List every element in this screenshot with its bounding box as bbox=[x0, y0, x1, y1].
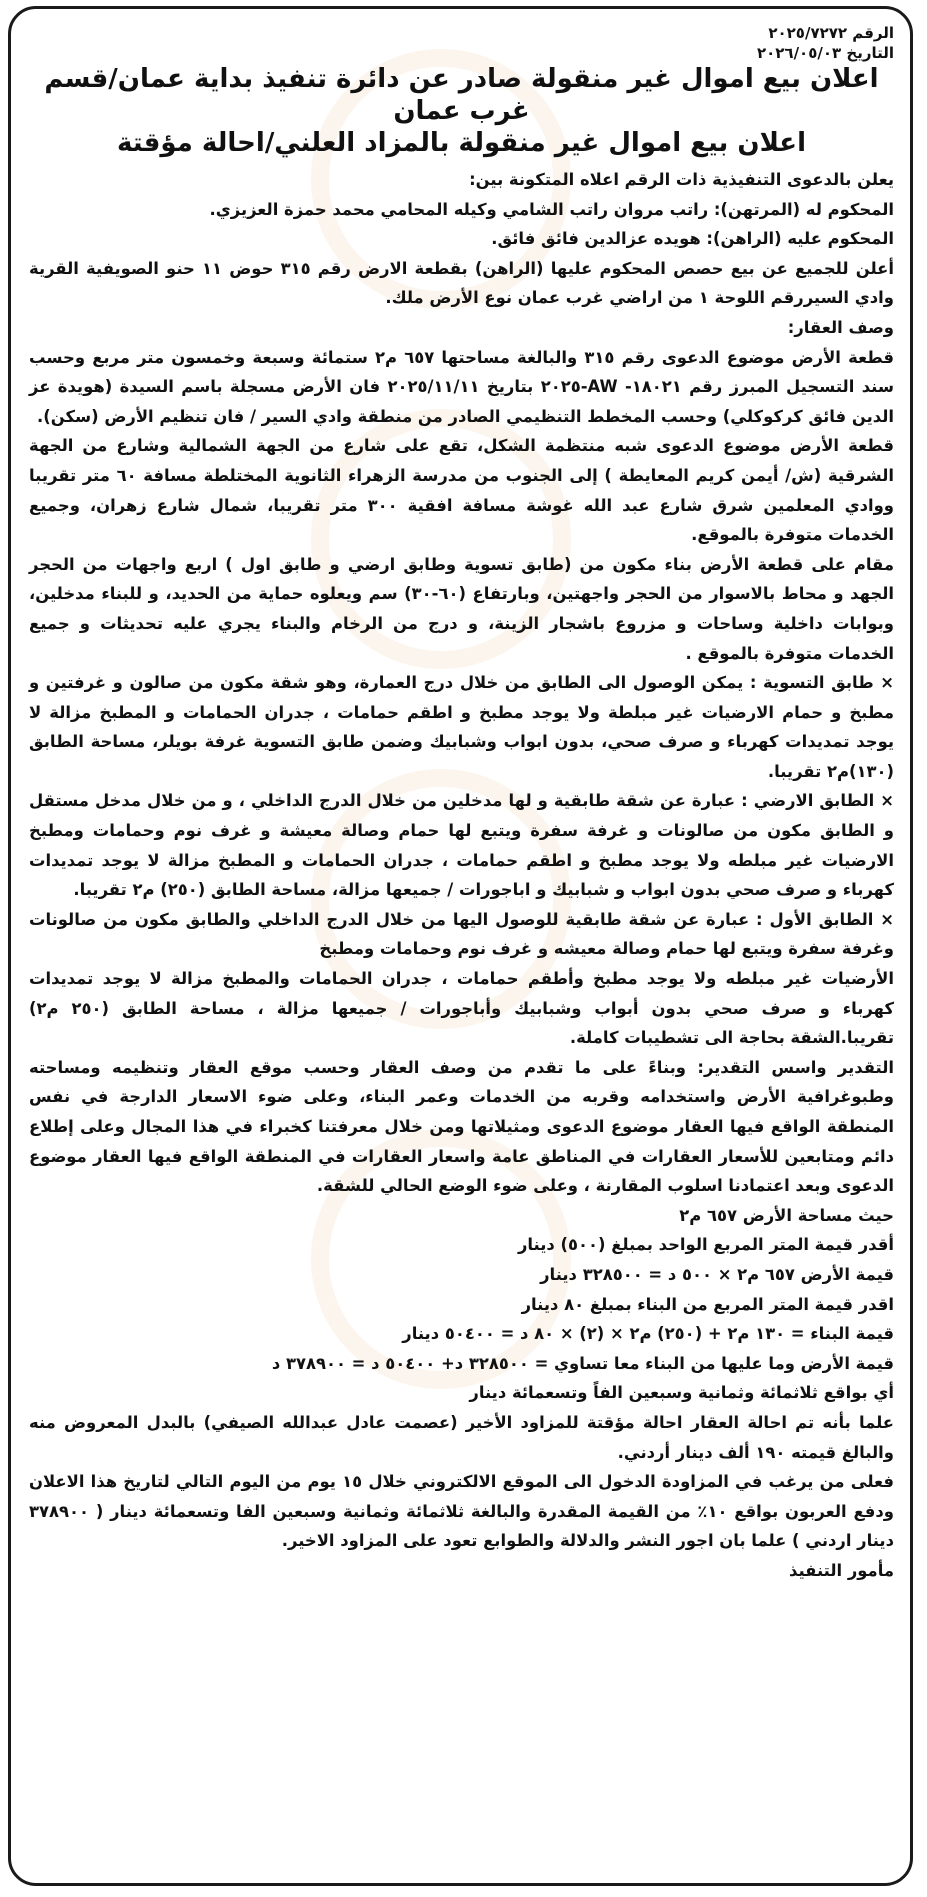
intro-line: يعلن بالدعوى التنفيذية ذات الرقم اعلاه المتكونة بين: bbox=[469, 170, 894, 189]
land-value-line: قيمة الأرض ٦٥٧ م٢ × ٥٠٠ د = ٣٢٨٥٠٠ دينار bbox=[540, 1264, 894, 1284]
reference-number: الرقم ٢٠٢٥/٧٢٧٢ bbox=[768, 24, 894, 42]
provisional-award-paragraph: علما بأنه تم احالة العقار احالة مؤقتة للمزاود الأخير (عصمت عادل عبدالله الصيفي) بالبدل المعروض منه والبالغ قيمته ١٩٠ ألف دينار أردني. bbox=[29, 1412, 894, 1462]
total-value-line: قيمة الأرض وما عليها من البناء معا تساوي = ٣٢٨٥٠٠ د+ ٥٠٤٠٠ د = ٣٧٨٩٠٠ د bbox=[271, 1353, 894, 1373]
bidding-instructions-paragraph: فعلى من يرغب في المزاودة الدخول الى الموقع الالكتروني خلال ١٥ يوم من اليوم التالي لتاريخ هذا الاعلان ودفع العربون بواقع ١٠٪ من القيمة المقدرة والبالغة ثلاثمائة وثمانية وسبعين الفا وتسعمائة دينار ( ٣٧٨٩٠٠ دينار اردني ) علما بان اجور النشر والدلالة والطوابع تعود على المزاود الاخير. bbox=[29, 1472, 894, 1551]
land-area-line: حيث مساحة الأرض ٦٥٧ م٢ bbox=[679, 1205, 894, 1225]
building-meter-price-line: اقدر قيمة المتر المربع من البناء بمبلغ ٨٠ دينار bbox=[521, 1294, 894, 1314]
basement-floor-paragraph: × طابق التسوية : يمكن الوصول الى الطابق من خلال درج العمارة، وهو شقة مكون من صالون و غرفتين و مطبخ و حمام الارضيات غير مبلطة ولا يوجد مطبخ و اطقم حمامات ، جدران الحمامات و المطبخ مزالة لا يوجد تمديدات كهرباء و صرف صحي، بدون ابواب وشبابيك وضمن طابق التسوية غرفة بويلر، مساحة الطابق (١٣٠)م٢ تقريبا. bbox=[29, 673, 894, 781]
land-meter-price-line: أقدر قيمة المتر المربع الواحد بمبلغ (٥٠٠) دينار bbox=[517, 1235, 894, 1255]
land-registration-paragraph: قطعة الأرض موضوع الدعوى رقم ٣١٥ والبالغة مساحتها ٦٥٧ م٢ ستمائة وسبعة وخمسون متر مربع وحسب سند التسجيل المبرز رقم ١٨٠٢١- AW-٢٠٢٥ بتاريخ ٢٠٢٥/١١/١١ فان الأرض مسجلة باسم السيدة (هويدة عز الدين فائق كركوكلي) وحسب المخطط التنظيمي الصادر من منطقة وادي السير / فان تنظيم الأرض (سكن). bbox=[29, 347, 894, 426]
building-description-paragraph: مقام على قطعة الأرض بناء مكون من (طابق تسوية وطابق ارضي و طابق اول ) اربع واجهات من الحجر الجهد و محاط بالاسوار من الحجر واجهتين، وبارتفاع (٦٠-٣٠) سم ويعلوه حماية من الحديد، و للبناء مدخلين، وبوابات داخلية وساحات و مزروع باشجار الزينة، و درج من الرخام والبناء يجري عليه تحديثات و جميع الخدمات متوفرة بالموقع . bbox=[29, 554, 894, 663]
notice-frame bbox=[8, 6, 913, 1886]
land-location-paragraph: قطعة الأرض موضوع الدعوى شبه منتظمة الشكل، تقع على شارع من الجهة الشمالية وشارع من الجهة الشرقية (ش/ أيمن كريم المعايطة ) إلى الجنوب من مدرسة الزهراء الثانوية المختلطة مسافة ٦٠ متر تقريبا ووادي المعلمين شرق شارع عبد الله غوشة مسافة افقية ٣٠٠ متر تقريبا، شمال شارع زهران، وجميع الخدمات متوفرة بالموقع. bbox=[29, 436, 895, 545]
notice-content bbox=[29, 23, 894, 1586]
valuation-basis-paragraph: التقدير واسس التقدير: وبناءً على ما تقدم من وصف العقار وحسب موقع العقار وتنظيمه ومساحته وطبوغرافية الأرض واستخدامه وقربه من الخدمات وعمر البناء، وعلى ضوء الاسعار الدارجة في نفس المنطقة الواقع فيها العقار موضوع الدعوى ومثيلاتها ومن خلال معرفتنا كخبراء في هذا المجال وعلى إطلاع دائم ومتابعين للأسعار العقارات في المناطق عامة واسعار العقارات في المنطقة الواقع فيها العقار موضوع الدعوى وبعد اعتمادنا اسلوب المقارنة ، وعلى ضوء الوضع الحالي للشقة. bbox=[29, 1057, 894, 1196]
first-floor-paragraph: × الطابق الأول : عبارة عن شقة طابقية للوصول اليها من خلال الدرج الداخلي والطابق مكون من صالونات وغرفة سفرة ويتبع لها حمام وصالة معيشه و غرف نوم وحمامات ومطبخ bbox=[29, 909, 894, 959]
property-description-heading: وصف العقار: bbox=[787, 317, 894, 337]
debtor-line: المحكوم عليه (الراهن): هويده عزالدين فائق فائق. bbox=[491, 229, 894, 249]
signature-line: مأمور التنفيذ bbox=[789, 1560, 894, 1580]
total-value-words-line: أي بواقع ثلاثمائة وثمانية وسبعين الفاً وتسعمائة دينار bbox=[469, 1383, 894, 1403]
sale-announcement-paragraph: أعلن للجميع عن بيع حصص المحكوم عليها (الراهن) بقطعة الارض رقم ٣١٥ حوض ١١ حنو الصويفية القرية وادي السيررقم اللوحة ١ من اراضي غرب عمان نوع الأرض ملك. bbox=[29, 258, 894, 308]
notice-date: التاريخ ٢٠٢٦/٠٥/٠٣ bbox=[756, 44, 894, 62]
notice-title: اعلان بيع اموال غير منقولة صادر عن دائرة تنفيذ بداية عمان/قسم غرب عمان bbox=[44, 64, 879, 126]
notice-subtitle: اعلان بيع اموال غير منقولة بالمزاد العلني/احالة مؤقتة bbox=[117, 128, 806, 158]
first-floor-details-paragraph: الأرضيات غير مبلطه ولا يوجد مطبخ وأطقم حمامات ، جدران الحمامات والمطبخ مزالة لا يوجد تمديدات كهرباء و صرف صحي بدون أبواب وشبابيك وأباجورات / جميعها مزالة ، مساحة الطابق (٢٥٠ م٢) تقريبا.الشقة بحاجة الى تشطيبات كاملة. bbox=[29, 969, 894, 1048]
ground-floor-paragraph: × الطابق الارضي : عبارة عن شقة طابقية و لها مدخلين من خلال الدرج الداخلي ، و من خلال مدخل مستقل و الطابق مكون من صالونات و غرفة سفرة ويتبع لها حمام وصالة معيشة و غرف نوم وحمامات ومطبخ الارضيات غير مبلطه ولا يوجد مطبخ و اطقم حمامات ، جدران الحمامات و المطبخ مزالة لا يوجد تمديدات كهرباء و صرف صحي بدون ابواب و شبابيك و اباجورات / جميعها مزالة، مساحة الطابق (٢٥٠) م٢ تقريبا. bbox=[29, 791, 894, 900]
creditor-line: المحكوم له (المرتهن): راتب مروان راتب الشامي وكيله المحامي محمد حمزة العزيزي. bbox=[209, 199, 894, 219]
building-value-line: قيمة البناء = ١٣٠ م٢ + (٢٥٠) م٢ × (٢) × ٨٠ د = ٥٠٤٠٠ دينار bbox=[402, 1324, 894, 1344]
